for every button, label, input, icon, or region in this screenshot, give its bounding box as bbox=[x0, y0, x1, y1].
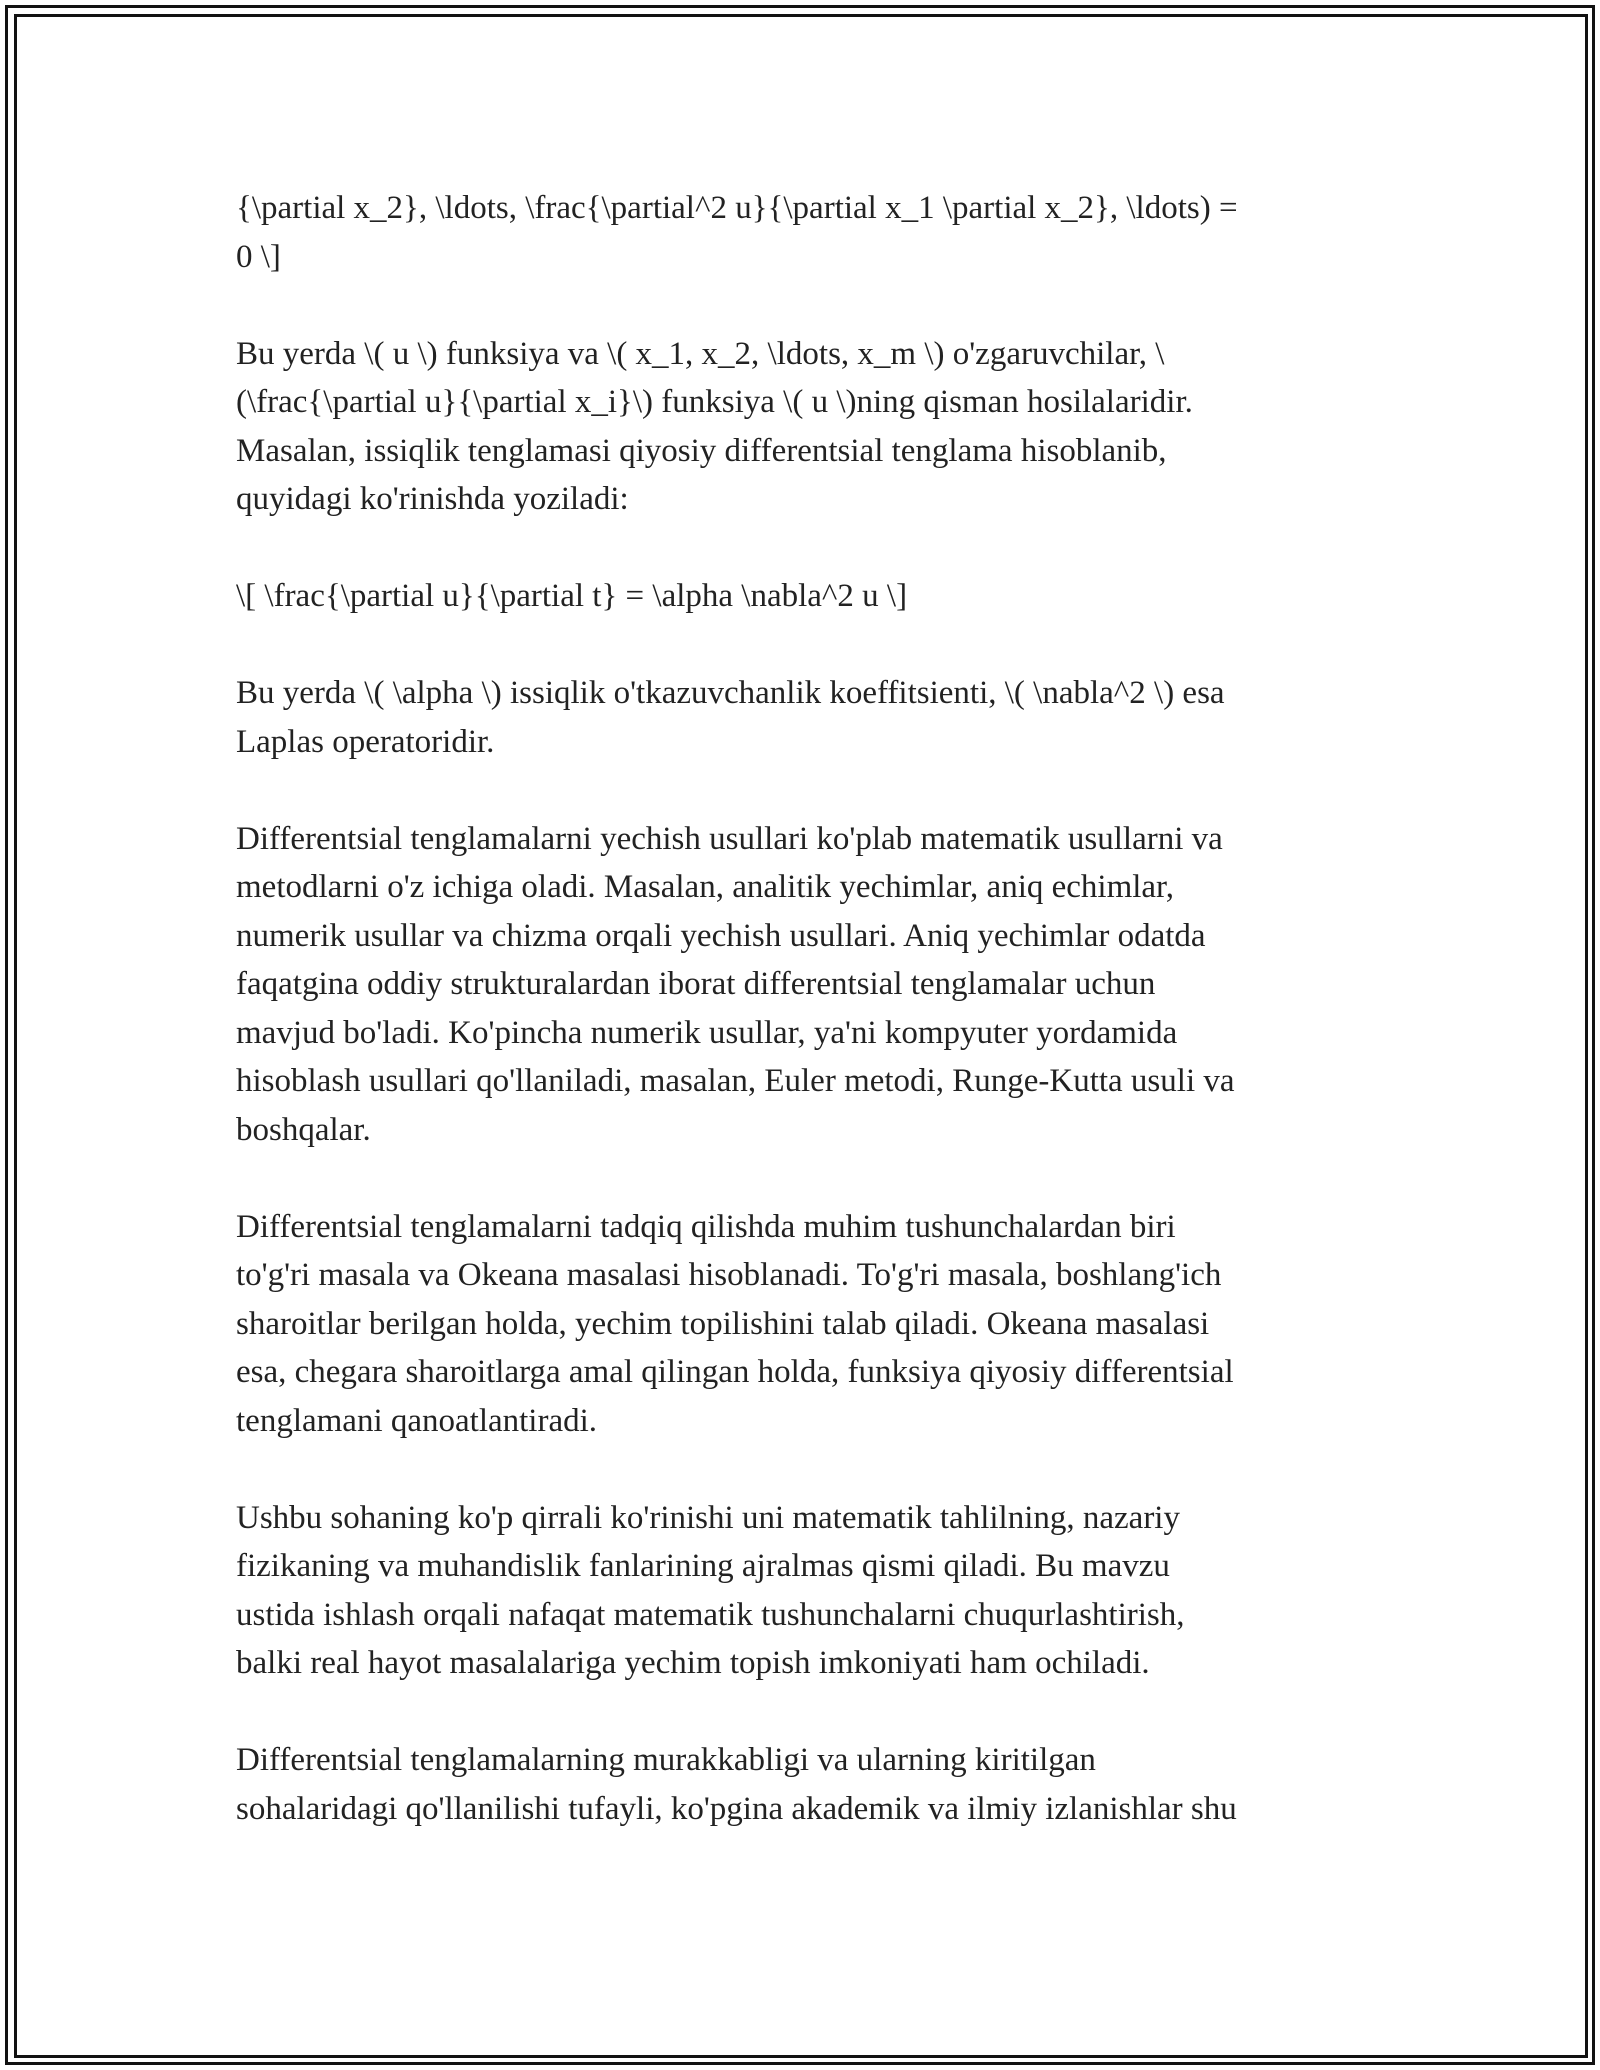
text-line: boshqalar. bbox=[236, 1111, 371, 1148]
text-line: {\partial x_2}, \ldots, \frac{\partial^2 u}{\partial x_1 \partial x_2}, \ldots) = bbox=[236, 190, 1238, 226]
document-body bbox=[236, 184, 1356, 1882]
text-line: Laplas operatoridir. bbox=[236, 723, 495, 760]
text-line: \[ \frac{\partial u}{\partial t} = \alpha \nabla^2 u \] bbox=[236, 578, 908, 614]
solution-methods-paragraph bbox=[236, 815, 1356, 1155]
text-line: sharoitlar berilgan holda, yechim topilishini talab qiladi. Okeana masalasi bbox=[236, 1305, 1210, 1342]
text-line: mavjud bo'ladi. Ko'pincha numerik usullar, ya'ni kompyuter yordamida bbox=[236, 1014, 1178, 1051]
text-line: Differentsial tenglamalarning murakkabligi va ularning kiritilgan bbox=[236, 1742, 1096, 1778]
text-line: (\frac{\partial u}{\partial x_i}\) funksiya \( u \)ning qisman hosilalaridir. bbox=[236, 384, 1193, 420]
heat-equation-paragraph bbox=[236, 572, 1356, 621]
text-line: Bu yerda \( u \) funksiya va \( x_1, x_2, \ldots, x_m \) o'zgaruvchilar, \ bbox=[236, 335, 1165, 372]
text-line: to'g'ri masala va Okeana masalasi hisoblanadi. To'g'ri masala, boshlang'ich bbox=[236, 1257, 1222, 1293]
research-paragraph bbox=[236, 1736, 1356, 1833]
text-line: sohalaridagi qo'llanilishi tufayli, ko'pgina akademik va ilmiy izlanishlar shu bbox=[236, 1790, 1237, 1827]
text-line: Bu yerda \( \alpha \) issiqlik o'tkazuvchanlik koeffitsienti, \( \nabla^2 \) esa bbox=[236, 675, 1225, 711]
text-line: Masalan, issiqlik tenglamasi qiyosiy differentsial tenglama hisoblanib, bbox=[236, 432, 1167, 469]
variables-explanation-paragraph bbox=[236, 330, 1356, 524]
text-line: esa, chegara sharoitlarga amal qilingan holda, funksiya qiyosiy differentsial bbox=[236, 1354, 1234, 1390]
text-line: metodlarni o'z ichiga oladi. Masalan, analitik yechimlar, aniq echimlar, bbox=[236, 869, 1174, 905]
text-line: hisoblash usullari qo'llaniladi, masalan, Euler metodi, Runge-Kutta usuli va bbox=[236, 1063, 1235, 1099]
text-line: numerik usullar va chizma orqali yechish usullari. Aniq yechimlar odatda bbox=[236, 917, 1206, 954]
text-line: quyidagi ko'rinishda yoziladi: bbox=[236, 481, 629, 517]
text-line: fizikaning va muhandislik fanlarining ajralmas qismi qiladi. Bu mavzu bbox=[236, 1548, 1170, 1584]
text-line: Differentsial tenglamalarni tadqiq qilishda muhim tushunchalardan biri bbox=[236, 1208, 1176, 1245]
alpha-explanation-paragraph bbox=[236, 669, 1356, 766]
field-significance-paragraph bbox=[236, 1494, 1356, 1688]
text-line: ustida ishlash orqali nafaqat matematik tushunchalarni chuqurlashtirish, bbox=[236, 1596, 1185, 1633]
text-line: faqatgina oddiy strukturalardan iborat differentsial tenglamalar uchun bbox=[236, 966, 1156, 1002]
equation-continuation-paragraph bbox=[236, 184, 1356, 281]
text-line: 0 \] bbox=[236, 238, 281, 275]
text-line: balki real hayot masalalariga yechim topish imkoniyati ham ochiladi. bbox=[236, 1645, 1150, 1681]
text-line: tenglamani qanoatlantiradi. bbox=[236, 1402, 598, 1439]
text-line: Ushbu sohaning ko'p qirrali ko'rinishi uni matematik tahlilning, nazariy bbox=[236, 1499, 1180, 1536]
boundary-problems-paragraph bbox=[236, 1203, 1356, 1446]
text-line: Differentsial tenglamalarni yechish usullari ko'plab matematik usullarni va bbox=[236, 820, 1223, 857]
